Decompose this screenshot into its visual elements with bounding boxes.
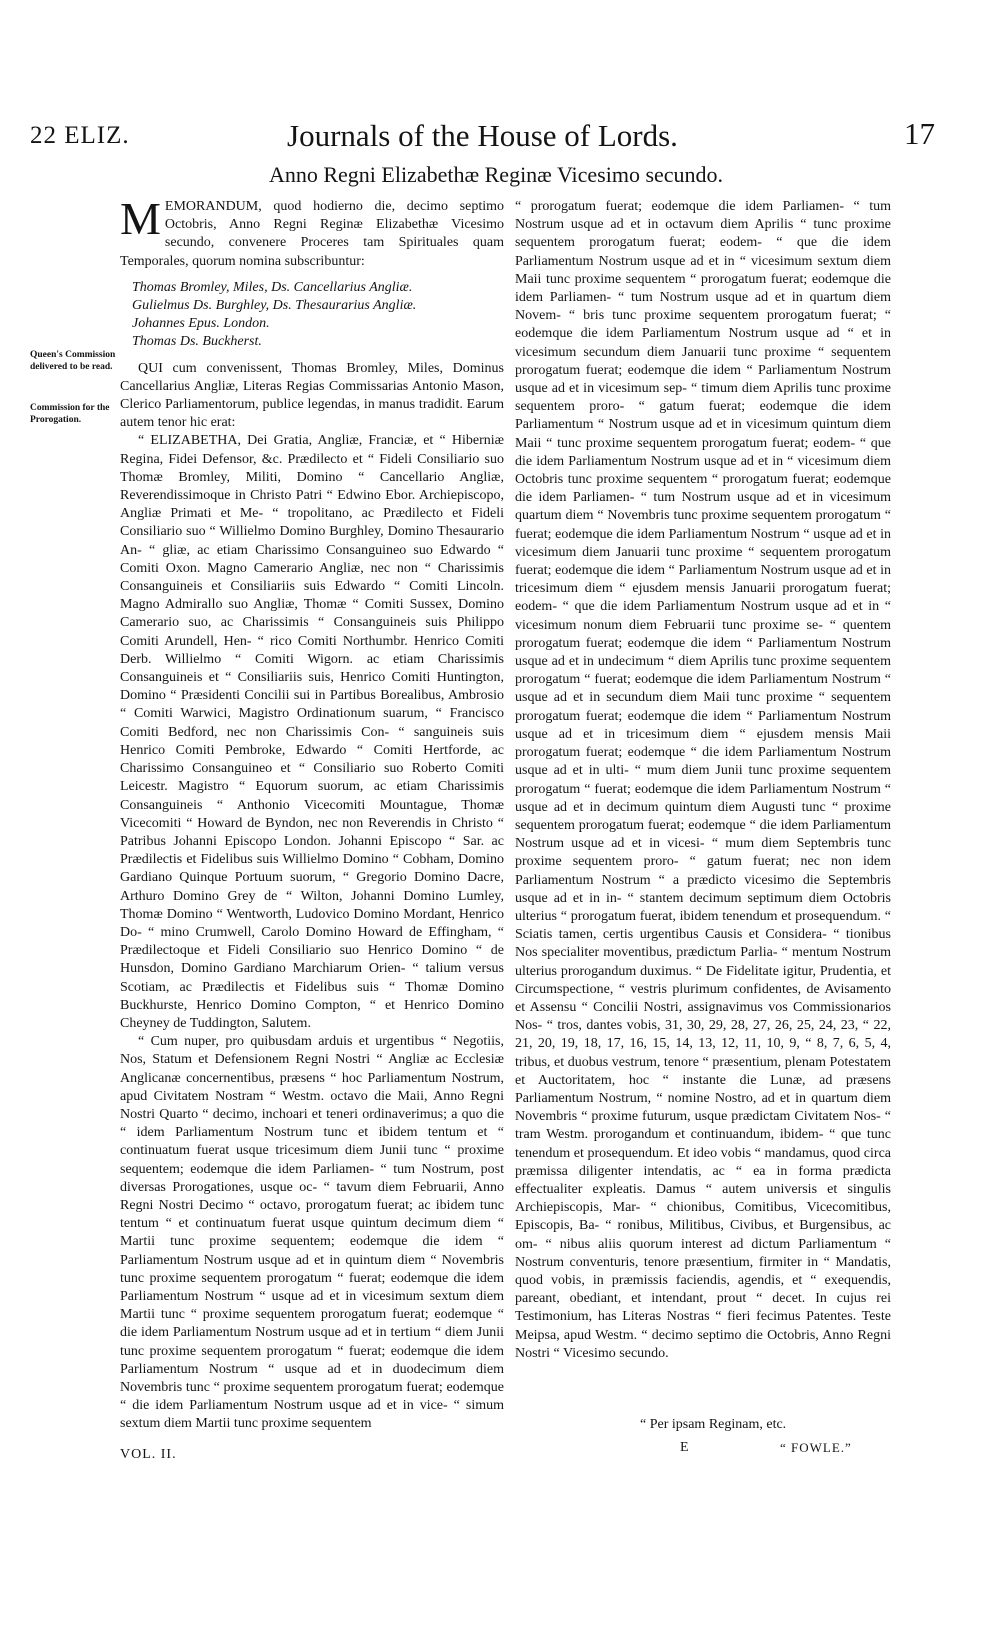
right-column <box>515 198 891 1363</box>
margin-note-commission-read: Queen's Commission delivered to be read. <box>30 350 116 372</box>
commission-salutation-paragraph: “ ELIZABETHA, Dei Gratia, Angliæ, Franciæ, et “ Hiberniæ Regina, Fidei Defensor, &c. Prædilecto et “ Fideli Consiliario suo Thomæ Bromley, Militi, Domino “ Cancellario Angliæ, Reverendissimoque in Christo Patri “ Edwino Ebor. Archiepiscopo, Angliæ Primati et Me- “ tropolitano, ac Prædilecto et Fideli Consiliario suo “ Willielmo Domino Burghley, Domino Thesaurario An- “ gliæ, ac etiam Charissimo Consanguineo suo Edwardo “ Comiti Oxon. Magno Camerario Angliæ, nec non “ Charissimis Consanguineis et Consiliariis suis Edwardo “ Comiti Lincoln. Magno Admirallo suo Angliæ, Thomæ “ Comiti Sussex, Domino Camerario suo, ac Charissimis “ Consanguineis suis Philippo Comiti Arundell, Hen- “ rico Comiti Northumbr. Henrico Comiti Derb. Willielmo “ Comiti Wigorn. ac etiam Charissimis Consanguineis et “ Consiliariis suis, Henrico Comiti Huntington, Domino “ Præsidenti Concilii sui in Partibus Borealibus, Ambrosio “ Comiti Warwici, Magistro Ordinationum suarum, “ Francisco Comiti Bedford, nec non Charissimis Con- “ sanguineis suis Henrico Comiti Pembroke, Edwardo “ Comiti Hertforde, ac Charissimo Consanguineo et “ Consiliario suo Roberto Comiti Leicestr. Magistro “ Equorum suorum, ac etiam Charissimis Consanguineis “ Anthonio Vicecomiti Mountague, Thomæ Vicecomiti “ Howard de Byndon, nec non Reverendis in Christo “ Patribus Johanni Episcopo London. Johanni Episcopo “ Sar. ac Prædilectis et Fidelibus suis Willielmo Domino “ Cobham, Domino Gardiano Quinque Portuum suorum, “ Gregorio Domino Dacre, Arthuro Domino Grey de “ Wilton, Johanni Domino Lumley, Thomæ Domino “ Wentworth, Ludovico Domino Mordant, Henrico Do- “ mino Crumwell, Carolo Domino Howard de Effingham, “ Prædilectoque et Fideli Consiliario suo Henrico Domino “ de Hunsdon, Domino Gardiano Marchiarum Orien- “ talium versus Scotiam, ac Prædilectis et Fidelibus suis “ Thomæ Domino Buckhurste, Henrico Domino Compton, “ et Henrico Domino Cheyney de Tuddington, Salutem. <box>120 433 504 1031</box>
regnal-year: 22 ELIZ. <box>30 122 130 149</box>
margin-notes <box>30 350 116 456</box>
attendee-name: Johannes Epus. London. <box>132 316 270 332</box>
page-title: Journals of the House of Lords. <box>287 118 678 153</box>
drop-cap: M <box>120 193 161 244</box>
running-head <box>30 116 935 162</box>
attendee-name: Thomas Bromley, Miles, Ds. Cancellarius Angliæ. <box>132 279 413 295</box>
left-column <box>120 193 504 1434</box>
margin-note-prorogation: Commission for the Prorogation. <box>30 403 110 425</box>
page-number: 17 <box>904 116 935 151</box>
attendee-list <box>132 279 504 352</box>
commission-delivery-paragraph: QUI cum convenissent, Thomas Bromley, Miles, Dominus Cancellarius Angliæ, Literas Regias Commissarias Antonio Mason, Clerico Parliamentorum, publice legendas, in manus tradidit. Earum autem tenor hic erat: <box>120 360 504 431</box>
attendee-name: Gulielmus Ds. Burghley, Ds. Thesaurarius Angliæ. <box>132 298 417 314</box>
volume-label: VOL. II. <box>120 1447 177 1462</box>
memorandum-paragraph <box>120 193 504 271</box>
signature-line: “ Per ipsam Reginam, etc. <box>640 1417 787 1432</box>
clerk-signature: “ FOWLE.” <box>780 1440 852 1455</box>
prorogation-history-paragraph: “ Cum nuper, pro quibusdam arduis et urgentibus “ Negotiis, Nos, Statum et Defensionem Regni Nostri “ Angliæ ac Ecclesiæ Anglicanæ concernentibus, præsens “ hoc Parliamentum Nostrum, apud Civitatem Nostram “ Westm. octavo die Maii, Anno Regni Nostri Quarto “ decimo, inchoari et teneri ordinaverimus; a quo die “ idem Parliamentum Nostrum tunc et ibidem tentum et “ continuatum fuerat usque tricesimum diem Junii tunc “ proxime sequentem; eodemque die idem Parliamen- “ tum Nostrum, post diversas Prorogationes, usque oc- “ tavum diem Februarii, Anno Regni Nostri Decimo “ octavo, prorogatum fuerat; ac ibidem tunc tentum “ et continuatum fuerat usque quintum decimum diem “ Martii tunc proxime sequentem; eodemque die idem “ Parliamentum Nostrum usque ad et in quintum diem “ Novembris tunc proxime sequentem prorogatum “ fuerat; eodemque die idem Parliamentum Nostrum “ usque ad et in vicesimum sextum diem Martii tunc “ proxime sequentem prorogatum fuerat; eodemque “ die idem Parliamentum Nostrum usque ad et in tertium “ diem Junii tunc proxime sequentem prorogatum “ fuerat; eodemque die idem Parliamentum Nostrum “ usque ad et in duodecimum diem Novembris tunc “ proxime sequentem prorogatum fuerat; eodemque “ die idem Parliamentum Nostrum usque ad et in vice- “ simum sextum diem Martii tunc proxime sequentem <box>120 1034 504 1432</box>
prorogation-continuation-paragraph: “ prorogatum fuerat; eodemque die idem Parliamen- “ tum Nostrum usque ad et in octavum diem Aprilis “ tunc proxime sequentem prorogatum fuerat; eodem- “ que die idem Parliamentum Nostrum usque ad et in “ vicesimum sextum diem Maii tunc proxime sequentem “ prorogatum fuerat; eodemque die idem Parliamen- “ tum Nostrum usque ad et in quartum diem Novem- “ bris tunc proxime sequentem prorogatum fuerat; “ eodemque die idem Parliamentum Nostrum usque ad “ et in vicesimum secundum diem Januarii tunc proxime “ sequentem prorogatum fuerat; eodemque die idem “ Parliamentum Nostrum usque ad et in vicesimum sep- “ timum diem Aprilis tunc proxime sequentem proro- “ gatum fuerat; eodemque die idem Parliamentum “ Nostrum usque ad et in vicesimum quintum diem Maii “ tunc proxime sequentem prorogatum fuerat; eodem- “ que die idem Parliamentum Nostrum usque ad et in “ vicesimum diem Octobris tunc proxime sequentem “ prorogatum fuerat; eodemque die idem Parliamen- “ tum Nostrum usque ad et in vicesimum quartum diem “ Novembris tunc proxime sequentem prorogatum “ fuerat; eodemque die idem Parliamentum Nostrum “ usque ad et in vicesimum diem Januarii tunc proxime “ sequentem prorogatum fuerat; eodemque die idem “ Parliamentum Nostrum usque ad et in tricesimum diem “ ejusdem mensis Januarii prorogatum fuerat; eodem- “ que die idem Parliamentum Nostrum usque ad et in “ vicesimum nonum diem Februarii tunc proxime se- “ quentem prorogatum fuerat; eodemque die idem “ Parliamentum Nostrum usque ad et in undecimum “ diem Aprilis tunc proxime sequentem prorogatum “ fuerat; eodemque die idem Parliamentum Nostrum “ usque ad et in secundum diem Maii tunc proxime “ sequentem prorogatum fuerat; eodemque die idem “ Parliamentum Nostrum usque ad et in tricesimum diem “ ejusdem mensis Maii prorogatum fuerat; eodemque “ die idem Parliamentum Nostrum usque ad et in ulti- “ mum diem Junii tunc proxime sequentem prorogatum “ fuerat; eodemque die idem Parliamentum Nostrum “ usque ad et in decimum quintum diem Augusti tunc “ proxime sequentem prorogatum fuerat; eodemque “ die idem Parliamentum Nostrum usque ad et in vicesi- “ mum diem Septembris tunc proxime sequentem proro- “ gatum fuerat; nec non idem Parliamentum Nostrum “ a prædicto vicesimo die Septembris usque ad et in in- “ stantem decimum septimum diem Octobris ulterius “ prorogatum fuerat, ibidem tenendum et prosequendum. “ Sciatis tamen, certis urgentibus Causis et Considera- “ tionibus Nos specialiter moventibus, prædictum Parlia- “ mentum Nostrum ulterius prorogandum duximus. “ De Fidelitate igitur, Prudentia, et Circumspectione, “ vestris plurimum confidentes, de Avisamento et Assensu “ Concilii Nostri, assignavimus vos Commissionarios Nos- “ tros, dantes vobis, 31, 30, 29, 28, 27, 26, 25, 24, 23, “ 22, 21, 20, 19, 18, 17, 16, 15, 14, 13, 12, 11, 10, 9, “ 8, 7, 6, 5, 4, tribus, et duobus vestrum, tenore “ præsentium, plenam Potestatem et Auctoritatem, hoc “ instante die Lunæ, ad præsens Parliamentum Nostrum, “ nomine Nostro, ad et in quartum diem Novembris “ proxime futurum, usque prædictam Civitatem Nos- “ tram Westm. prorogandum et continuandum, ibidem- “ que tunc tenendum et prosequendum. Et ideo vobis “ mandamus, quod circa præmissa diligenter intendatis, ac “ ea in forma prædicta effectualiter expleatis. Damus “ autem universis et singulis Archiepiscopis, Mar- “ chionibus, Comitibus, Vicecomitibus, Episcopis, Ba- “ ronibus, Militibus, Civibus, et Burgensibus, ac om- “ nibus aliis quorum interest ad dictum Parliamentum “ Nostrum conventuris, tenore præsentium, firmiter in “ Mandatis, quod vobis, in præmissis faciendis, agendis, et “ exequendis, pareant, obediant, et intendant, prout “ decet. In cujus rei Testimonium, has Literas Nostras “ fieri fecimus Patentes. Teste Meipsa, apud Westm. “ decimo septimo die Octobris, Anno Regni Nostri “ Vicesimo secundo. <box>515 199 891 1361</box>
signature-mark: E <box>680 1440 689 1455</box>
memorandum-text: EMORANDUM, quod hodierno die, decimo septimo Octobris, Anno Regni Reginæ Elizabethæ Vicesimo secundo, convenere Proceres tam Spirituales quam Temporales, quorum nomina subscribuntur: <box>120 199 504 269</box>
attendee-name: Thomas Ds. Buckherst. <box>132 334 262 350</box>
session-title: Anno Regni Elizabethæ Reginæ Vicesimo secundo. <box>268 162 724 187</box>
